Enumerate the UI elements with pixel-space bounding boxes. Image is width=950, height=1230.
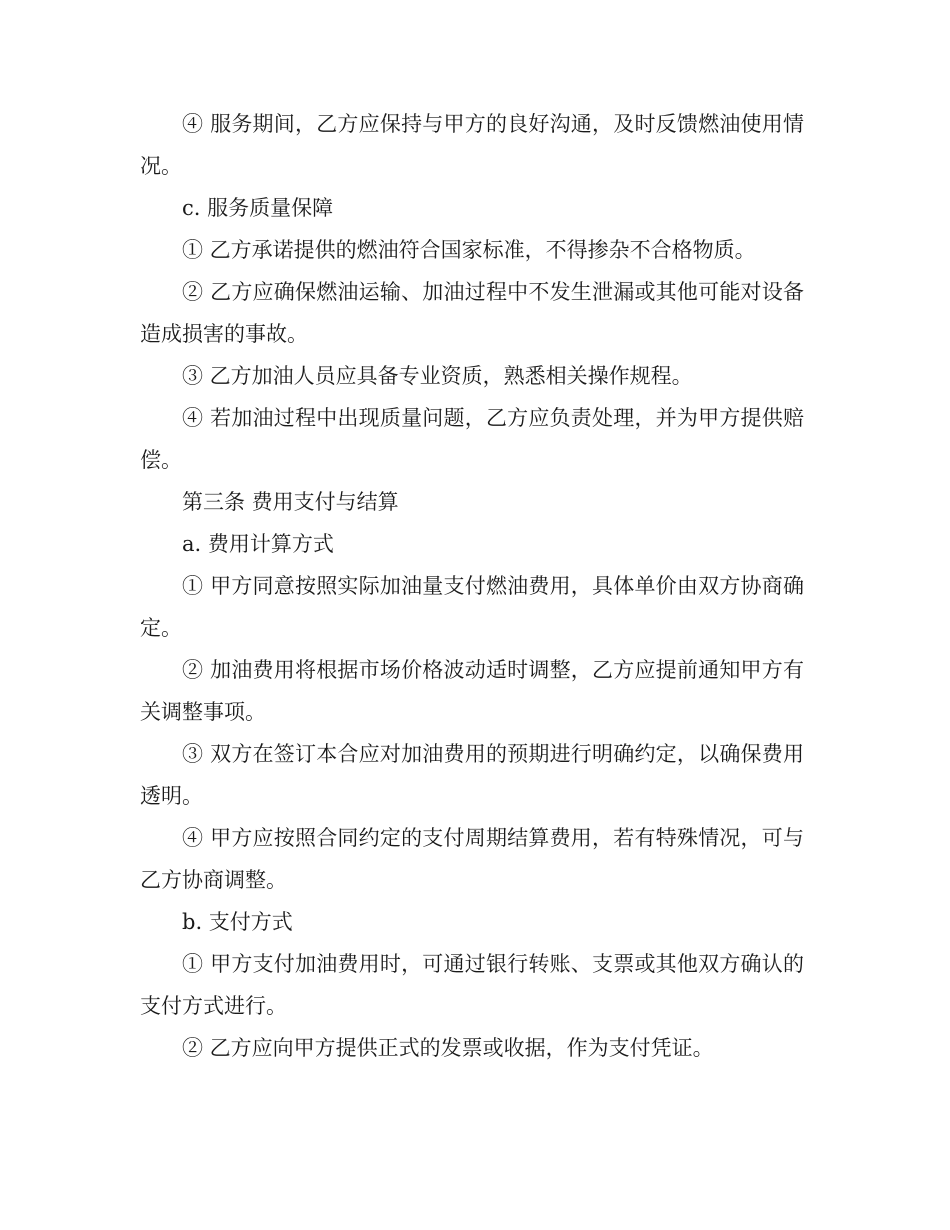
clause-quality-compensation: ④ 若加油过程中出现质量问题，乙方应负责处理，并为甲方提供赔偿。: [140, 406, 804, 472]
clause-fee-agreement: ③ 双方在签订本合应对加油费用的预期进行明确约定，以确保费用透明。: [140, 742, 804, 808]
clause-service-communication: ④ 服务期间，乙方应保持与甲方的良好沟通，及时反馈燃油使用情况。: [140, 112, 804, 178]
clause-payment-cycle: ④ 甲方应按照合同约定的支付周期结算费用，若有特殊情况，可与乙方协商调整。: [140, 826, 804, 892]
heading-fee-calculation: a. 费用计算方式: [182, 532, 334, 556]
clause-fuel-standard: ① 乙方承诺提供的燃油符合国家标准，不得掺杂不合格物质。: [182, 238, 756, 262]
heading-payment-method: b. 支付方式: [182, 910, 293, 934]
article-three-title: 第三条 费用支付与结算: [182, 490, 399, 514]
clause-staff-qualification: ③ 乙方加油人员应具备专业资质，熟悉相关操作规程。: [182, 364, 693, 388]
clause-invoice: ② 乙方应向甲方提供正式的发票或收据，作为支付凭证。: [182, 1036, 714, 1060]
clause-no-leakage: ② 乙方应确保燃油运输、加油过程中不发生泄漏或其他可能对设备造成损害的事故。: [140, 280, 804, 346]
clause-fee-by-volume: ① 甲方同意按照实际加油量支付燃油费用，具体单价由双方协商确定。: [140, 574, 804, 640]
clause-price-adjustment: ② 加油费用将根据市场价格波动适时调整，乙方应提前通知甲方有关调整事项。: [140, 658, 804, 724]
heading-service-quality: c. 服务质量保障: [182, 196, 334, 220]
document-body: [140, 103, 804, 1069]
clause-payment-channels: ① 甲方支付加油费用时，可通过银行转账、支票或其他双方确认的支付方式进行。: [140, 952, 804, 1018]
